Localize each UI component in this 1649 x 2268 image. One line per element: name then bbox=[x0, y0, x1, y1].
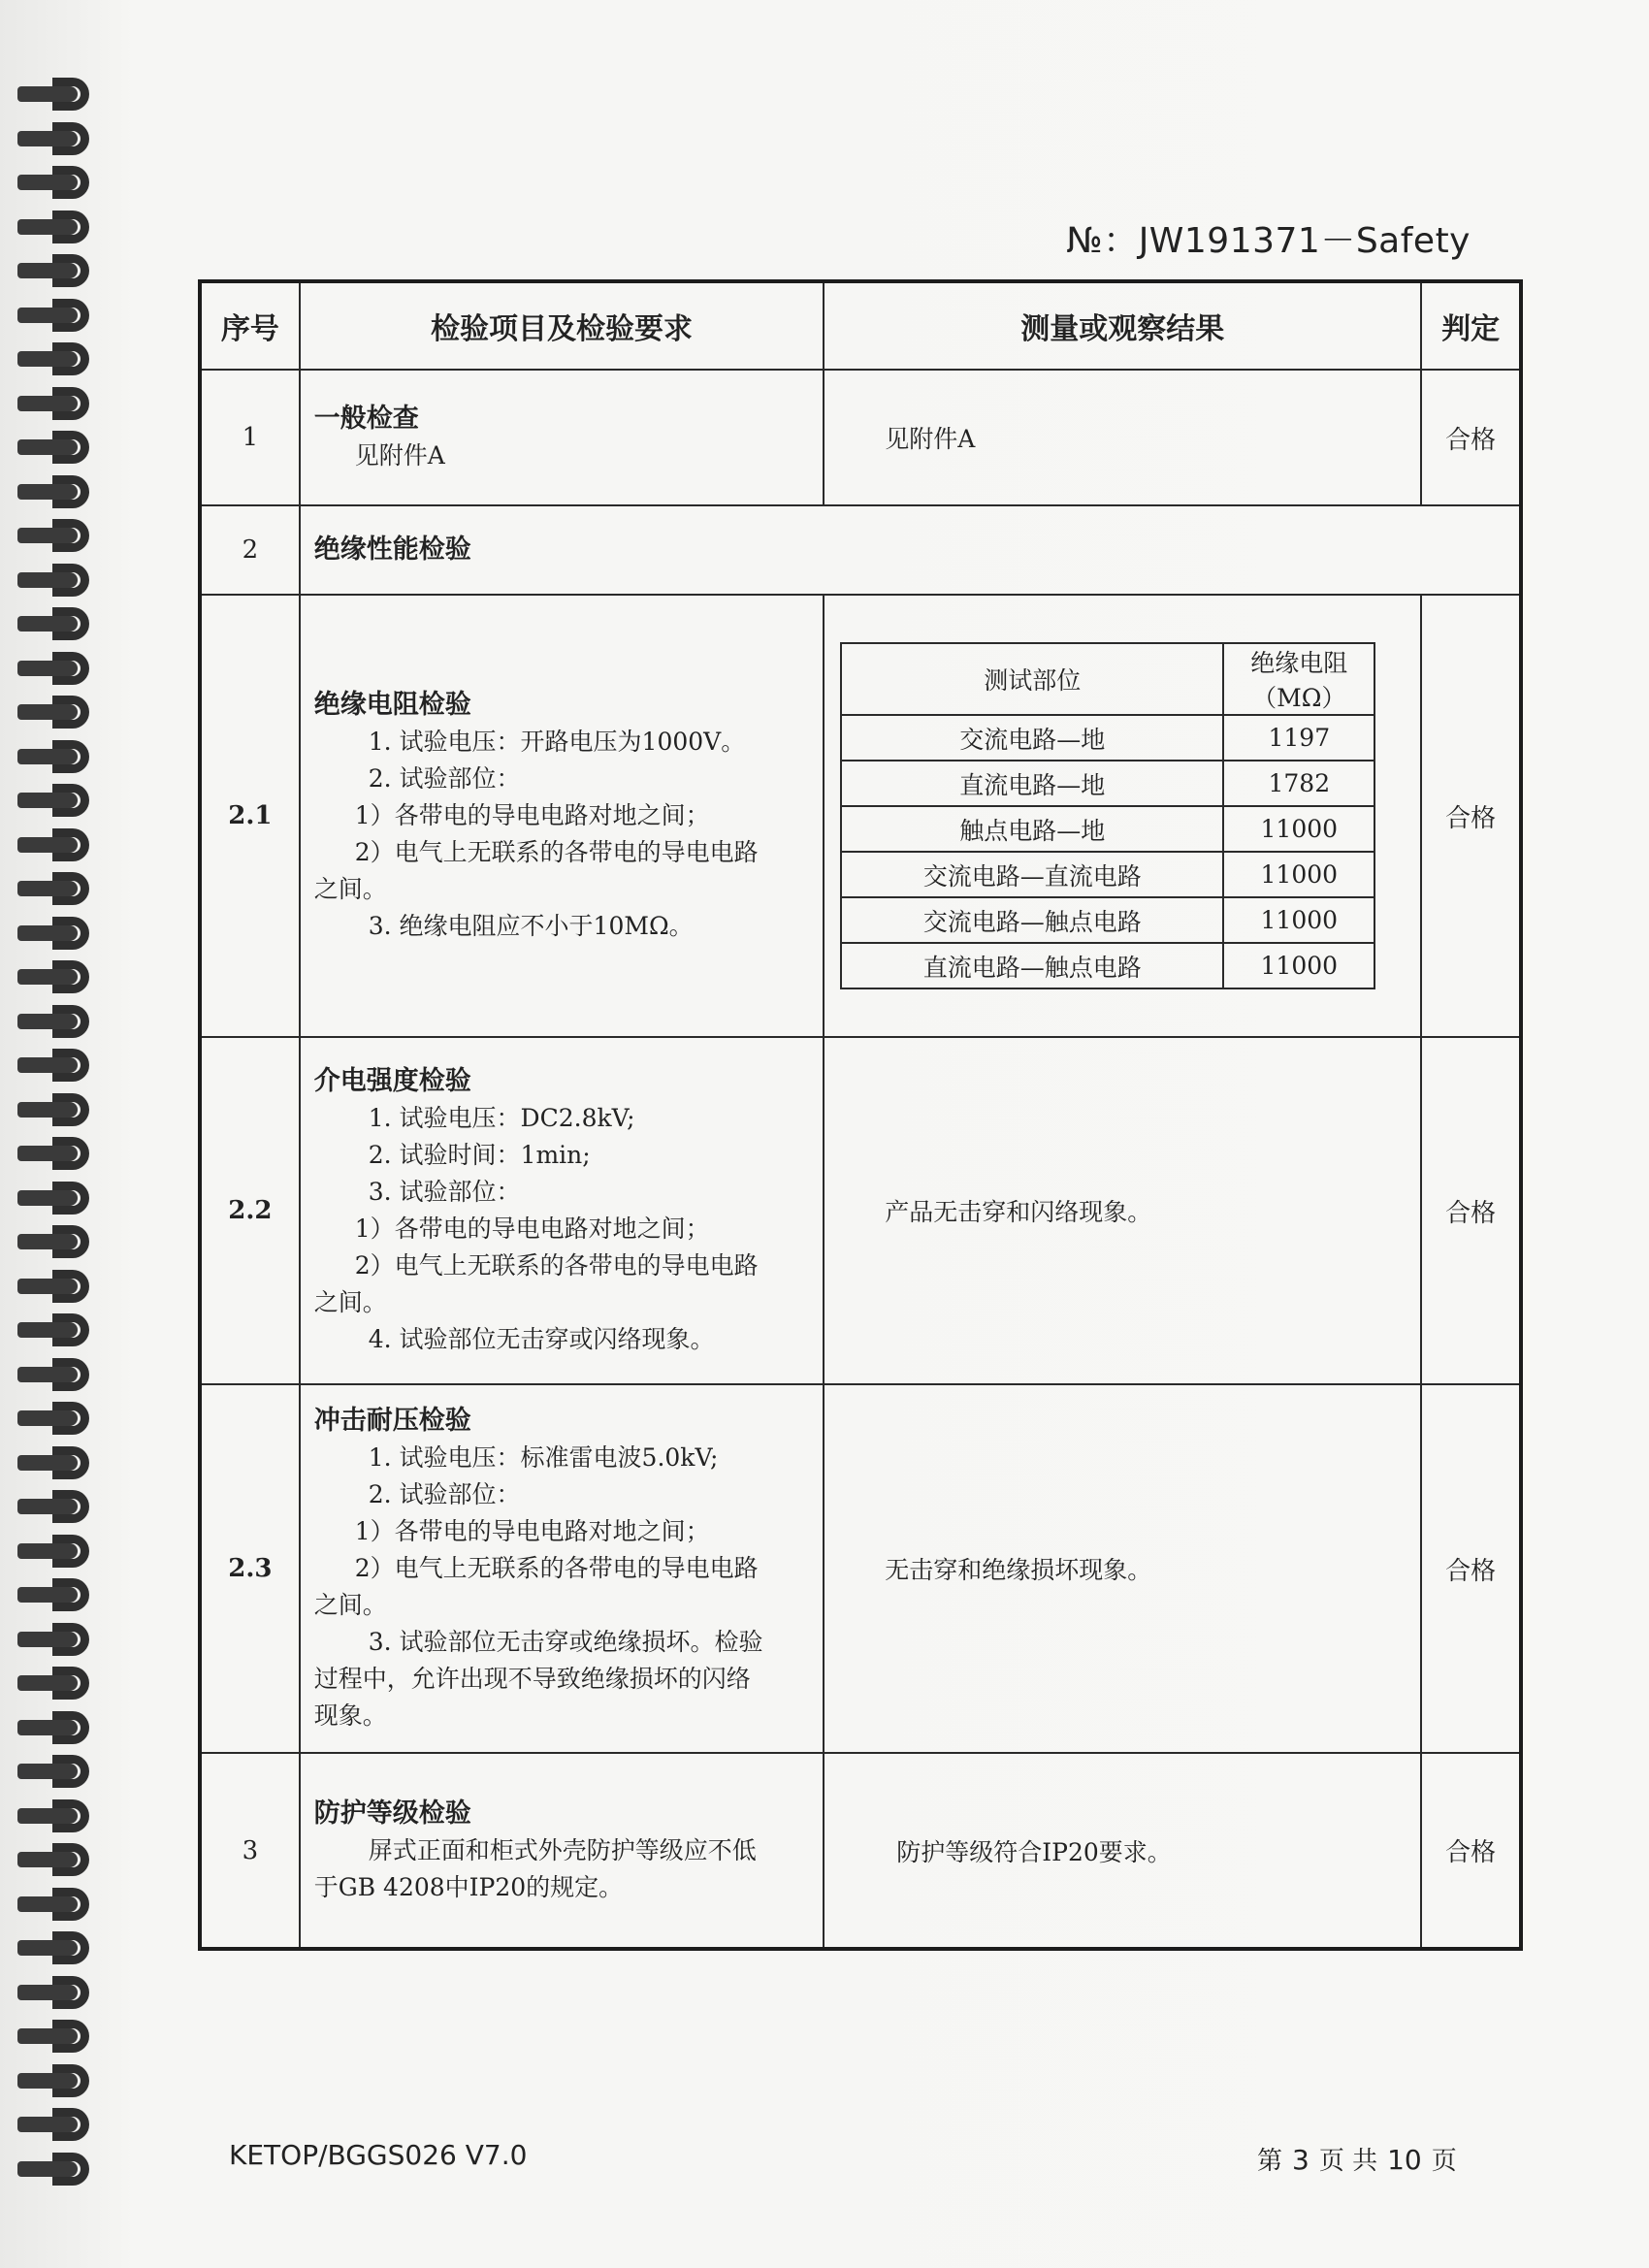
row-line: 1. 试验电压：DC2.8kV; bbox=[368, 1104, 635, 1132]
binding-ring bbox=[17, 1225, 93, 1258]
row-seq: 2 bbox=[200, 505, 300, 595]
row-seq: 3 bbox=[200, 1753, 300, 1949]
table-row bbox=[200, 595, 1521, 1037]
sub-value: 1782 bbox=[1223, 761, 1374, 806]
binding-ring bbox=[17, 1888, 93, 1921]
binding-ring bbox=[17, 78, 93, 111]
table-row bbox=[200, 1753, 1521, 1949]
row-title: 介电强度检验 bbox=[313, 1066, 471, 1096]
binding-ring bbox=[17, 2064, 93, 2097]
binding-ring bbox=[17, 652, 93, 685]
row-line: 1. 试验电压：标准雷电波5.0kV; bbox=[368, 1443, 719, 1472]
binding-ring bbox=[17, 1313, 93, 1346]
binding-ring bbox=[17, 1490, 93, 1523]
page-suffix: 页 bbox=[1431, 2147, 1457, 2176]
binding-ring bbox=[17, 917, 93, 950]
sub-row bbox=[841, 715, 1374, 761]
sub-row bbox=[841, 897, 1374, 943]
sub-header-value: 绝缘电阻 bbox=[1250, 649, 1348, 677]
page-mid: 页 共 bbox=[1318, 2147, 1378, 2176]
row-judge: 合格 bbox=[1421, 370, 1521, 505]
page-indicator bbox=[1257, 2141, 1457, 2177]
sub-part: 交流电路—地 bbox=[841, 715, 1223, 761]
binding-ring bbox=[17, 1093, 93, 1126]
insulation-resistance-table bbox=[840, 642, 1375, 989]
row-line: 2）电气上无联系的各带电的导电电路 bbox=[354, 1251, 759, 1280]
binding-ring bbox=[17, 431, 93, 464]
binding-ring bbox=[17, 1667, 93, 1700]
sub-value: 1197 bbox=[1223, 715, 1374, 761]
row-judge: 合格 bbox=[1421, 595, 1521, 1037]
page-prefix: 第 bbox=[1257, 2147, 1283, 2176]
binding-ring bbox=[17, 122, 93, 155]
row-line: 1）各带电的导电电路对地之间； bbox=[354, 1215, 710, 1243]
row-line: 3. 试验部位无击穿或绝缘损坏。检验 bbox=[368, 1628, 763, 1656]
binding-ring bbox=[17, 1623, 93, 1656]
row-result: 无击穿和绝缘损坏现象。 bbox=[885, 1556, 1152, 1584]
row-line: 屏式正面和柜式外壳防护等级应不低 bbox=[368, 1835, 757, 1864]
sub-part: 触点电路—地 bbox=[841, 806, 1223, 852]
sub-part: 交流电路—触点电路 bbox=[841, 897, 1223, 943]
binding-ring bbox=[17, 342, 93, 375]
binding-ring bbox=[17, 1843, 93, 1876]
row-seq: 2.2 bbox=[200, 1037, 300, 1384]
inspection-table bbox=[198, 279, 1523, 1951]
table-row bbox=[200, 1384, 1521, 1753]
row-result: 见附件A bbox=[885, 425, 976, 453]
table-row bbox=[200, 370, 1521, 505]
row-line: 1）各带电的导电电路对地之间； bbox=[354, 801, 710, 829]
header-seq: 序号 bbox=[200, 281, 300, 370]
row-line: 2. 试验部位： bbox=[368, 764, 521, 793]
spiral-binding bbox=[17, 78, 95, 2212]
sub-row bbox=[841, 761, 1374, 806]
row-title: 绝缘电阻检验 bbox=[313, 690, 471, 720]
binding-ring bbox=[17, 2020, 93, 2053]
row-line: 2. 试验时间：1min; bbox=[368, 1141, 591, 1169]
binding-ring bbox=[17, 1578, 93, 1611]
binding-ring bbox=[17, 1049, 93, 1082]
row-line: 之间。 bbox=[313, 1288, 387, 1316]
sub-part: 交流电路—直流电路 bbox=[841, 852, 1223, 897]
row-title: 一般检查 bbox=[313, 404, 419, 434]
binding-ring bbox=[17, 1446, 93, 1479]
sub-value: 11000 bbox=[1223, 943, 1374, 988]
sub-value: 11000 bbox=[1223, 897, 1374, 943]
binding-ring bbox=[17, 872, 93, 905]
row-line: 之间。 bbox=[313, 1591, 387, 1619]
binding-ring bbox=[17, 828, 93, 861]
row-line: 2）电气上无联系的各带电的导电电路 bbox=[354, 838, 759, 866]
row-judge: 合格 bbox=[1421, 1753, 1521, 1949]
row-line: 2）电气上无联系的各带电的导电电路 bbox=[354, 1554, 759, 1582]
binding-ring bbox=[17, 1976, 93, 2009]
binding-ring bbox=[17, 166, 93, 199]
page-total: 10 bbox=[1387, 2144, 1422, 2176]
row-line: 之间。 bbox=[313, 875, 387, 903]
row-judge: 合格 bbox=[1421, 1037, 1521, 1384]
binding-ring bbox=[17, 696, 93, 729]
binding-ring bbox=[17, 564, 93, 597]
row-line: 现象。 bbox=[313, 1701, 387, 1730]
table-header-row bbox=[200, 281, 1521, 370]
binding-ring bbox=[17, 2108, 93, 2141]
table-row bbox=[200, 505, 1521, 595]
binding-ring bbox=[17, 1711, 93, 1744]
binding-ring bbox=[17, 475, 93, 508]
sub-header-row bbox=[841, 643, 1374, 715]
binding-ring bbox=[17, 1931, 93, 1964]
row-line: 见附件A bbox=[354, 441, 445, 470]
row-line: 1. 试验电压：开路电压为1000V。 bbox=[368, 728, 746, 756]
binding-ring bbox=[17, 1799, 93, 1832]
sub-header-unit: （MΩ） bbox=[1252, 684, 1346, 712]
row-title: 冲击耐压检验 bbox=[313, 1406, 471, 1436]
sub-value: 11000 bbox=[1223, 806, 1374, 852]
row-judge: 合格 bbox=[1421, 1384, 1521, 1753]
row-seq: 2.1 bbox=[200, 595, 300, 1037]
sub-part: 直流电路—触点电路 bbox=[841, 943, 1223, 988]
sub-row bbox=[841, 806, 1374, 852]
header-judge: 判定 bbox=[1421, 281, 1521, 370]
binding-ring bbox=[17, 784, 93, 817]
binding-ring bbox=[17, 1270, 93, 1303]
binding-ring bbox=[17, 1137, 93, 1170]
row-line: 于GB 4208中IP20的规定。 bbox=[313, 1872, 624, 1901]
row-line: 3. 试验部位： bbox=[368, 1178, 521, 1206]
binding-ring bbox=[17, 1755, 93, 1788]
form-code: KETOP/BGGS026 V7.0 bbox=[229, 2139, 528, 2171]
row-result: 防护等级符合IP20要求。 bbox=[896, 1837, 1172, 1866]
sub-row bbox=[841, 852, 1374, 897]
sub-part: 直流电路—地 bbox=[841, 761, 1223, 806]
binding-ring bbox=[17, 299, 93, 332]
binding-ring bbox=[17, 1182, 93, 1215]
binding-ring bbox=[17, 387, 93, 420]
row-line: 4. 试验部位无击穿或闪络现象。 bbox=[368, 1325, 715, 1353]
binding-ring bbox=[17, 1535, 93, 1568]
row-line: 1）各带电的导电电路对地之间； bbox=[354, 1517, 710, 1545]
row-line: 2. 试验部位： bbox=[368, 1480, 521, 1508]
row-seq: 2.3 bbox=[200, 1384, 300, 1753]
page-current: 3 bbox=[1292, 2144, 1310, 2176]
sub-value: 11000 bbox=[1223, 852, 1374, 897]
binding-ring bbox=[17, 1402, 93, 1435]
row-line: 3. 绝缘电阻应不小于10MΩ。 bbox=[368, 912, 694, 940]
document-number: №：JW191371－Safety bbox=[1066, 221, 1471, 261]
binding-ring bbox=[17, 740, 93, 773]
binding-ring bbox=[17, 607, 93, 640]
sub-row bbox=[841, 943, 1374, 988]
row-title: 绝缘性能检验 bbox=[313, 535, 471, 565]
row-seq: 1 bbox=[200, 370, 300, 505]
row-line: 过程中，允许出现不导致绝缘损坏的闪络 bbox=[313, 1665, 751, 1693]
binding-ring bbox=[17, 1358, 93, 1391]
binding-ring bbox=[17, 254, 93, 287]
binding-ring bbox=[17, 519, 93, 552]
binding-ring bbox=[17, 211, 93, 243]
table-row bbox=[200, 1037, 1521, 1384]
row-title: 防护等级检验 bbox=[313, 1798, 471, 1829]
row-result: 产品无击穿和闪络现象。 bbox=[885, 1198, 1152, 1226]
header-item: 检验项目及检验要求 bbox=[300, 281, 824, 370]
binding-ring bbox=[17, 1005, 93, 1038]
sub-header-part: 测试部位 bbox=[841, 643, 1223, 715]
binding-ring bbox=[17, 960, 93, 993]
header-result: 测量或观察结果 bbox=[824, 281, 1421, 370]
binding-ring bbox=[17, 2153, 93, 2186]
